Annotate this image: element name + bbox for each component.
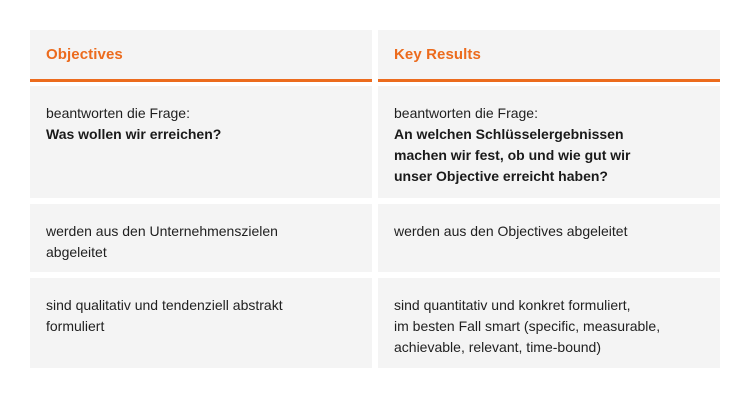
table-row bbox=[30, 86, 720, 198]
key-results-question-text: machen wir fest, ob und wie gut wir bbox=[394, 147, 631, 163]
key-results-intro-text: beantworten die Frage: bbox=[394, 105, 538, 121]
key-results-question-text: unser Objective erreicht haben? bbox=[394, 168, 608, 184]
key-results-text: werden aus den Objectives abgeleitet bbox=[394, 223, 628, 239]
objectives-cell bbox=[30, 86, 372, 198]
table-row bbox=[30, 204, 720, 272]
objectives-text: abgeleitet bbox=[46, 244, 107, 260]
key-results-text: achievable, relevant, time-bound) bbox=[394, 339, 602, 355]
objectives-text: formuliert bbox=[46, 318, 105, 334]
key-results-question-text: An welchen Schlüsselergebnissen bbox=[394, 126, 624, 142]
objectives-text: sind qualitativ und tendenziell abstrakt bbox=[46, 297, 283, 313]
header-cell-objectives bbox=[30, 30, 372, 82]
okr-comparison-table bbox=[30, 30, 720, 368]
objectives-cell bbox=[30, 204, 372, 272]
objectives-question-text: Was wollen wir erreichen? bbox=[46, 126, 222, 142]
header-key-results-label: Key Results bbox=[394, 46, 481, 63]
header-objectives-label: Objectives bbox=[46, 46, 123, 63]
key-results-text: sind quantitativ und konkret formuliert, bbox=[394, 297, 631, 313]
key-results-text: im besten Fall smart (specific, measurable, bbox=[394, 318, 661, 334]
key-results-cell bbox=[378, 86, 720, 198]
key-results-cell bbox=[378, 204, 720, 272]
objectives-text: werden aus den Unternehmenszielen bbox=[46, 223, 278, 239]
table-header-row bbox=[30, 30, 720, 82]
table-row bbox=[30, 278, 720, 368]
key-results-cell bbox=[378, 278, 720, 368]
header-cell-key-results bbox=[378, 30, 720, 82]
objectives-cell bbox=[30, 278, 372, 368]
objectives-intro-text: beantworten die Frage: bbox=[46, 105, 190, 121]
